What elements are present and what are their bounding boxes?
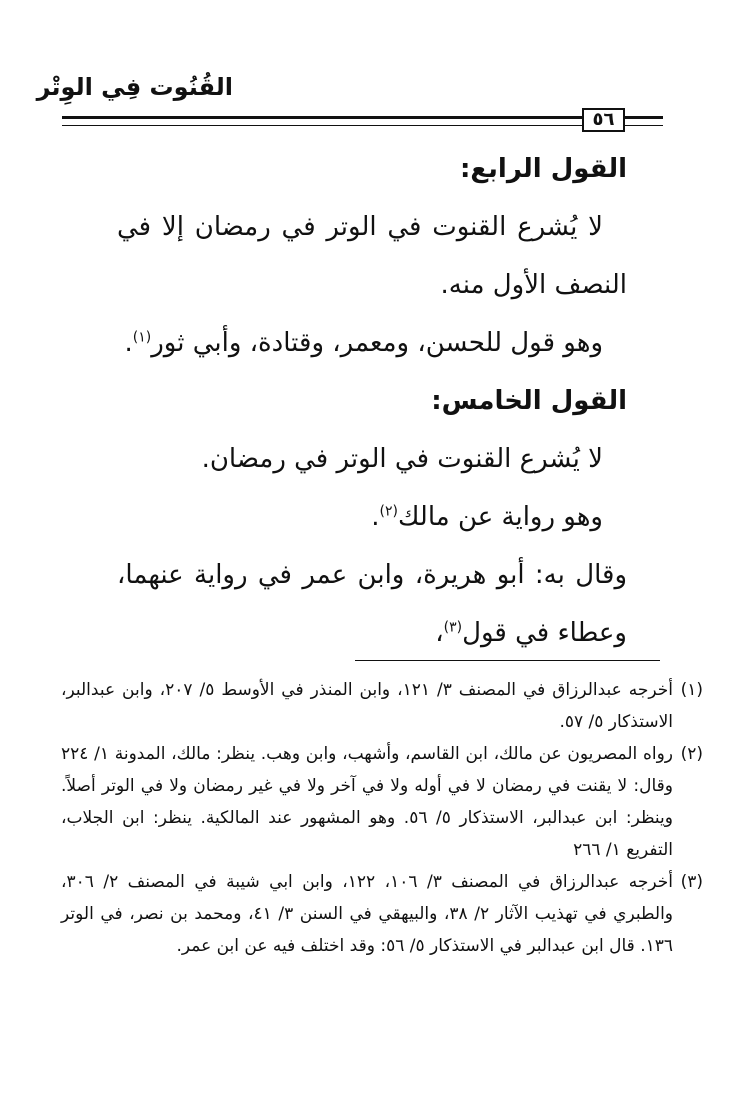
paragraph-5	[117, 546, 627, 662]
paragraph-3: لا يُشرع القنوت في الوتر في رمضان.	[201, 444, 603, 474]
running-title: القُنُوت فِي الوِتْر	[36, 73, 233, 101]
paragraph-2	[117, 314, 627, 372]
footnote-ref-2[interactable]: (٢)	[379, 503, 398, 520]
paragraph-2-text: وهو قول للحسن، ومعمر، وقتادة، وأبي ثور	[151, 328, 603, 358]
footnote-ref-3[interactable]: (٣)	[443, 619, 463, 636]
footnote-ref-1[interactable]: (١)	[132, 329, 152, 346]
paragraph-4-text: وهو رواية عن مالك	[398, 502, 603, 532]
footnote-text: أخرجه عبدالرزاق في المصنف ٣/ ١٠٦، ١٢٢، وابن ابي شيبة في المصنف ٢/ ٣٠٦، والطبري في تهذيب الآثار ٢/ ٣٨، والبيهقي في السنن ٣/ ٤١، ومحمد بن نصر، في الوتر ١٣٦. قال ابن عبدالبر في الاستذكار ٥/ ٥٦: وقد اختلف فيه عن ابن عمر.	[61, 872, 674, 956]
heading-fourth-opinion: القول الرابع:	[460, 154, 627, 184]
paragraph-1: لا يُشرع القنوت في الوتر في رمضان إلا في النصف الأول منه.	[117, 212, 627, 300]
footnote-number: (٢)	[680, 744, 703, 764]
footnotes	[61, 674, 703, 962]
header-rule-right	[625, 116, 663, 126]
main-text	[117, 140, 627, 662]
page-number: ٥٦	[582, 108, 625, 132]
footnote-item	[61, 866, 703, 962]
footnote-number: (٣)	[680, 872, 703, 892]
footnote-item	[61, 674, 703, 738]
header-rule	[62, 116, 582, 126]
footnote-text: أخرجه عبدالرزاق في المصنف ٣/ ١٢١، وابن المنذر في الأوسط ٥/ ٢٠٧، وابن عبدالبر، الاستذكار ٥/ ٥٧.	[61, 680, 674, 732]
paragraph-2-end: .	[124, 328, 133, 358]
footnote-text: رواه المصريون عن مالك، ابن القاسم، وأشهب، وابن وهب. ينظر: مالك، المدونة ١/ ٢٢٤ وقال: لا يقنت في رمضان لا في أوله ولا في آخر ولا في غير رمضان ولا في الوتر أصلاً. وينظر: ابن عبدالبر، الاستذكار ٥/ ٥٦. وهو المشهور عند المالكية. ينظر: ابن الجلاب، التفريع ١/ ٢٦٦	[61, 744, 673, 860]
paragraph-4	[117, 488, 627, 546]
paragraph-5-end: ،	[435, 618, 444, 648]
footnote-separator	[355, 660, 660, 661]
paragraph-5-text: وقال به: أبو هريرة، وابن عمر في رواية عنهما، وعطاء في قول	[117, 560, 627, 648]
footnote-item	[61, 738, 703, 866]
paragraph-4-end: .	[371, 502, 380, 532]
heading-fifth-opinion: القول الخامس:	[431, 386, 627, 416]
footnote-number: (١)	[680, 680, 703, 700]
